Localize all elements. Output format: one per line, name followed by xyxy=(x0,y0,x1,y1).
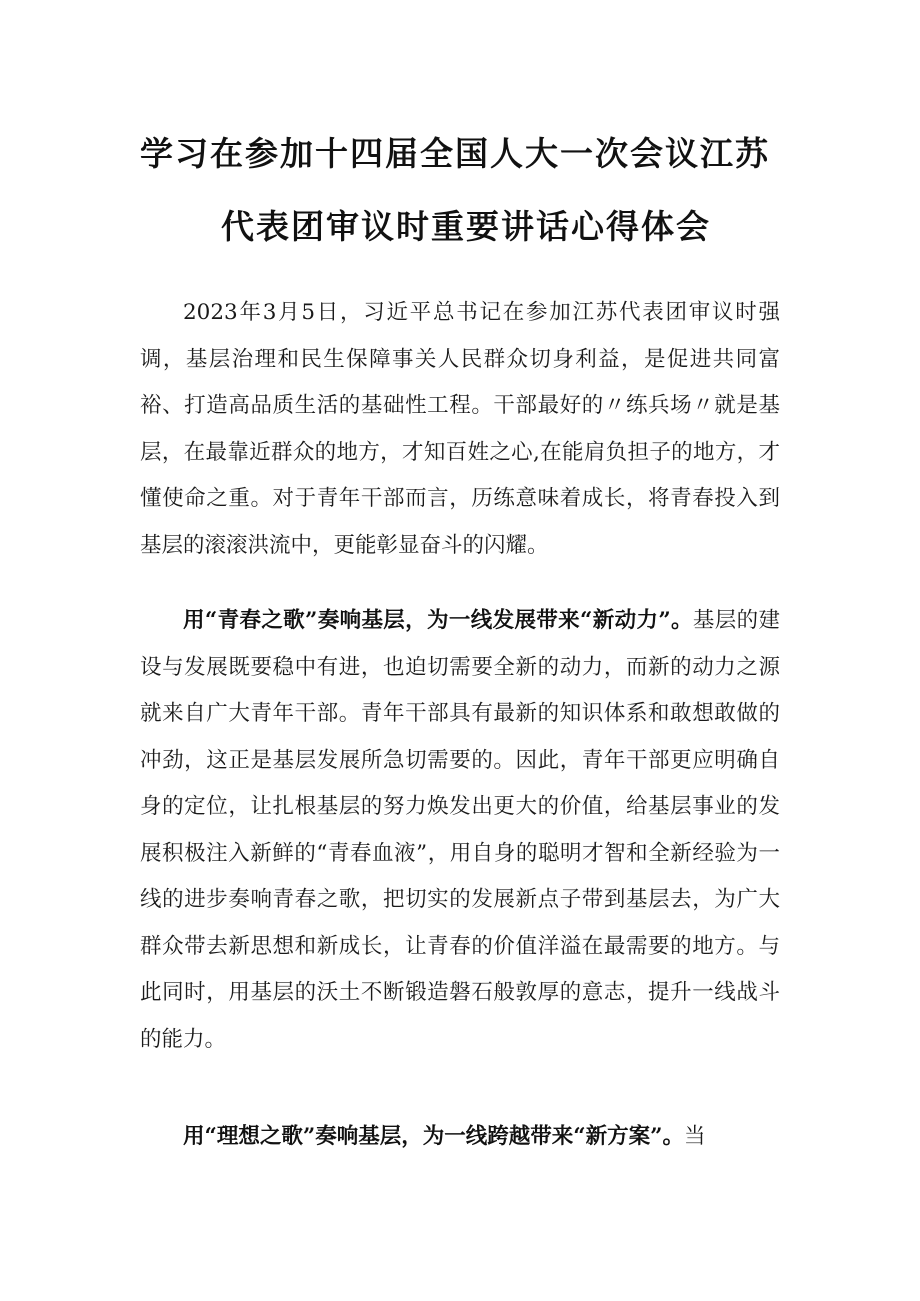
document-title-line-2: 代表团审议时重要讲话心得体会 xyxy=(221,207,711,246)
paragraph-body: 当 xyxy=(683,1124,706,1149)
paragraph-intro xyxy=(140,290,780,569)
paragraph-lead: 用“理想之歌”奏响基层，为一线跨越带来“新方案”。 xyxy=(183,1124,684,1149)
paragraph-youth-song xyxy=(140,598,780,1063)
paragraph-body: 基层的建设与发展既要稳中有进，也迫切需要全新的动力，而新的动力之源就来自广大青年干部。青年干部具有最新的知识体系和敢想敢做的冲劲，这正是基层发展所急切需要的。因此，青年干部更应明确自身的定位，让扎根基层的努力焕发出更大的价值，给基层事业的发展积极注入新鲜的“青春血液”，用自身的聪明才智和全新经验为一线的进步奏响青春之歌，把切实的发展新点子带到基层去，为广大群众带去新思想和新成长，让青春的价值洋溢在最需要的地方。与此同时，用基层的沃土不断锻造磐石般敦厚的意志，提升一线战斗的能力。 xyxy=(140,608,780,1052)
paragraph-ideal-song xyxy=(140,1114,780,1161)
document-title-line-1: 学习在参加十四届全国人大一次会议江苏 xyxy=(140,134,770,173)
paragraph-lead: 用“青春之歌”奏响基层，为一线发展带来“新动力”。 xyxy=(183,608,693,633)
paragraph-body: 2023年3月5日，习近平总书记在参加江苏代表团审议时强调，基层治理和民生保障事关人民群众切身利益，是促进共同富裕、打造高品质生活的基础性工程。干部最好的〃练兵场〃就是基层，在最靠近群众的地方，才知百姓之心,在能肩负担子的地方，才懂使命之重。对于青年干部而言，历练意味着成长，将青春投入到基层的滚滚洪流中，更能彰显奋斗的闪耀。 xyxy=(140,300,780,558)
